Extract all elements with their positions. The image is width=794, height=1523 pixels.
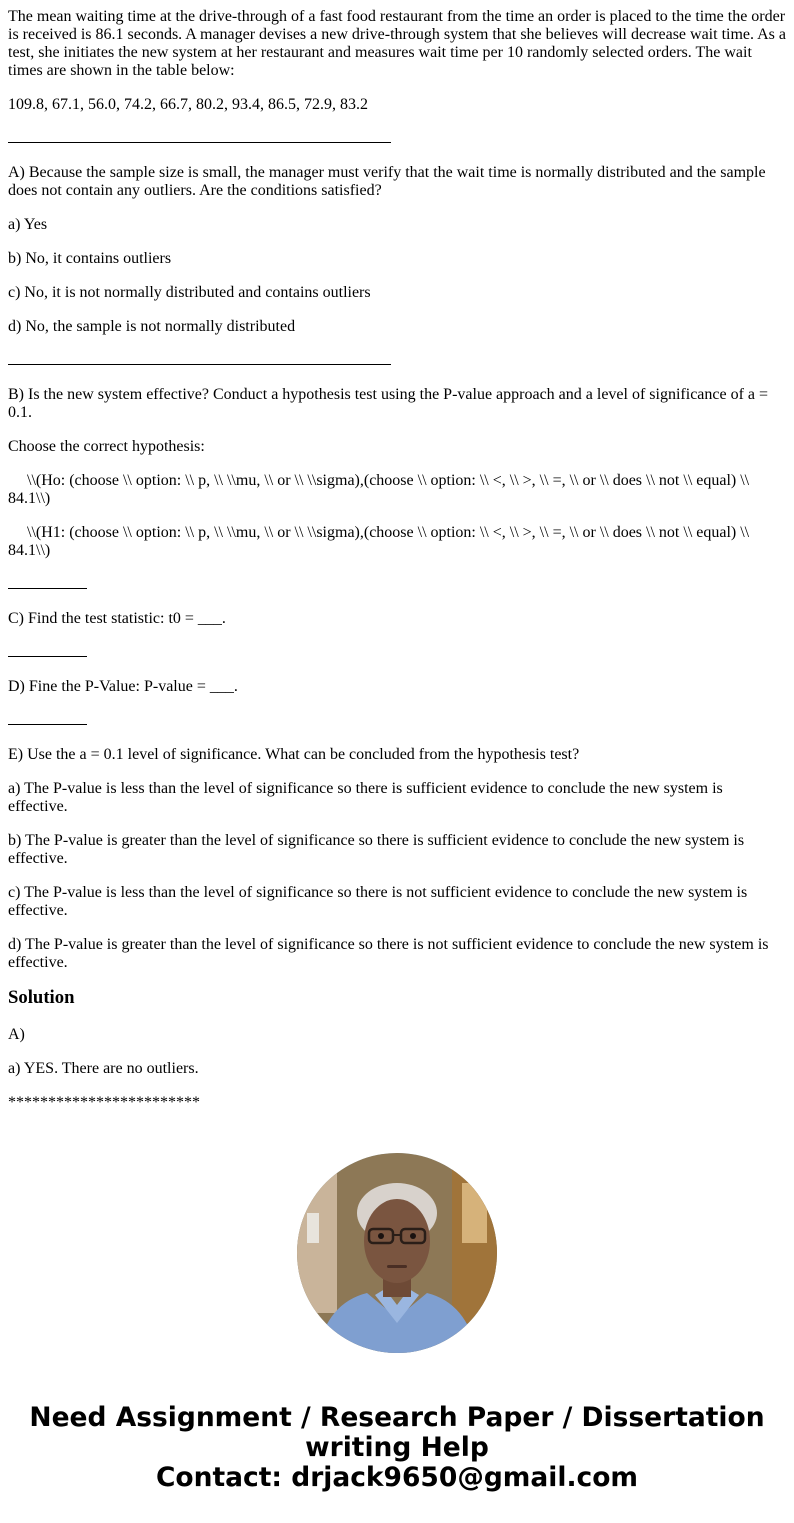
hypothesis-h1 — [8, 524, 786, 560]
part-e-option: c) The P-value is less than the level of significance so there is not sufficient evidence to conclude the new system is effective. — [8, 884, 748, 919]
solution-part-label: A) — [8, 1026, 25, 1043]
divider — [8, 644, 786, 660]
divider — [8, 576, 786, 592]
divider — [8, 712, 786, 728]
footer-line: Need Assignment / Research Paper / Dissertation — [29, 1402, 765, 1433]
author-avatar — [297, 1153, 497, 1353]
solution-heading: Solution — [8, 987, 75, 1008]
avatar-portrait-image — [297, 1153, 497, 1353]
part-a-option: a) Yes — [8, 216, 48, 233]
part-a-option: c) No, it is not normally distributed and contains outliers — [8, 284, 371, 301]
question-intro: The mean waiting time at the drive-through of a fast food restaurant from the time an order is placed to the time the order is received is 86.1 seconds. A manager devises a new drive-through system that she believes will decrease wait time. As a test, she initiates the new system at her restaurant and measures wait time per 10 randomly selected orders. The wait times are shown in the table below: — [8, 8, 787, 79]
part-d-prompt: D) Fine the P-Value: P-value = ___. — [8, 678, 238, 695]
solution-stars: ************************ — [8, 1094, 200, 1111]
part-a-option: d) No, the sample is not normally distributed — [8, 318, 296, 335]
footer-contact: Contact: drjack9650@gmail.com — [155, 1462, 639, 1493]
part-e-option: d) The P-value is greater than the level of significance so there is not sufficient evidence to conclude the new system is effective. — [8, 936, 769, 971]
part-e-prompt: E) Use the a = 0.1 level of significance. What can be concluded from the hypothesis test? — [8, 746, 580, 763]
hypothesis-h0 — [8, 472, 786, 508]
part-c-prompt: C) Find the test statistic: t0 = ___. — [8, 610, 226, 627]
divider — [8, 352, 786, 368]
hypothesis-h0-text: \\(Ho: (choose \\ option: \\ p, \\ \\mu, \\ or \\ \\sigma),(choose \\ option: \\ <, \\ >, \\ =, \\ or \\ does \\ not \\ equal) \\ 84.1\\) — [8, 472, 750, 507]
part-e-option: a) The P-value is less than the level of significance so there is sufficient evidence to conclude the new system is effective. — [8, 780, 723, 815]
part-e-option: b) The P-value is greater than the level of significance so there is sufficient evidence to conclude the new system is effective. — [8, 832, 745, 867]
part-b-prompt: B) Is the new system effective? Conduct a hypothesis test using the P-value approach and a level of significance of a = 0.1. — [8, 386, 769, 421]
divider — [8, 130, 786, 146]
contact-footer — [0, 1403, 794, 1493]
footer-line: writing Help — [305, 1432, 489, 1463]
part-b-choose-label: Choose the correct hypothesis: — [8, 438, 205, 455]
data-values: 109.8, 67.1, 56.0, 74.2, 66.7, 80.2, 93.4, 86.5, 72.9, 83.2 — [8, 96, 368, 113]
hypothesis-h1-text: \\(H1: (choose \\ option: \\ p, \\ \\mu, \\ or \\ \\sigma),(choose \\ option: \\ <, \\ >, \\ =, \\ or \\ does \\ not \\ equal) \\ 84.1\\) — [8, 524, 750, 559]
part-a-prompt: A) Because the sample size is small, the manager must verify that the wait time is normally distributed and the sample does not contain any outliers. Are the conditions satisfied? — [8, 164, 766, 199]
solution-answer: a) YES. There are no outliers. — [8, 1060, 199, 1077]
part-a-option: b) No, it contains outliers — [8, 250, 172, 267]
